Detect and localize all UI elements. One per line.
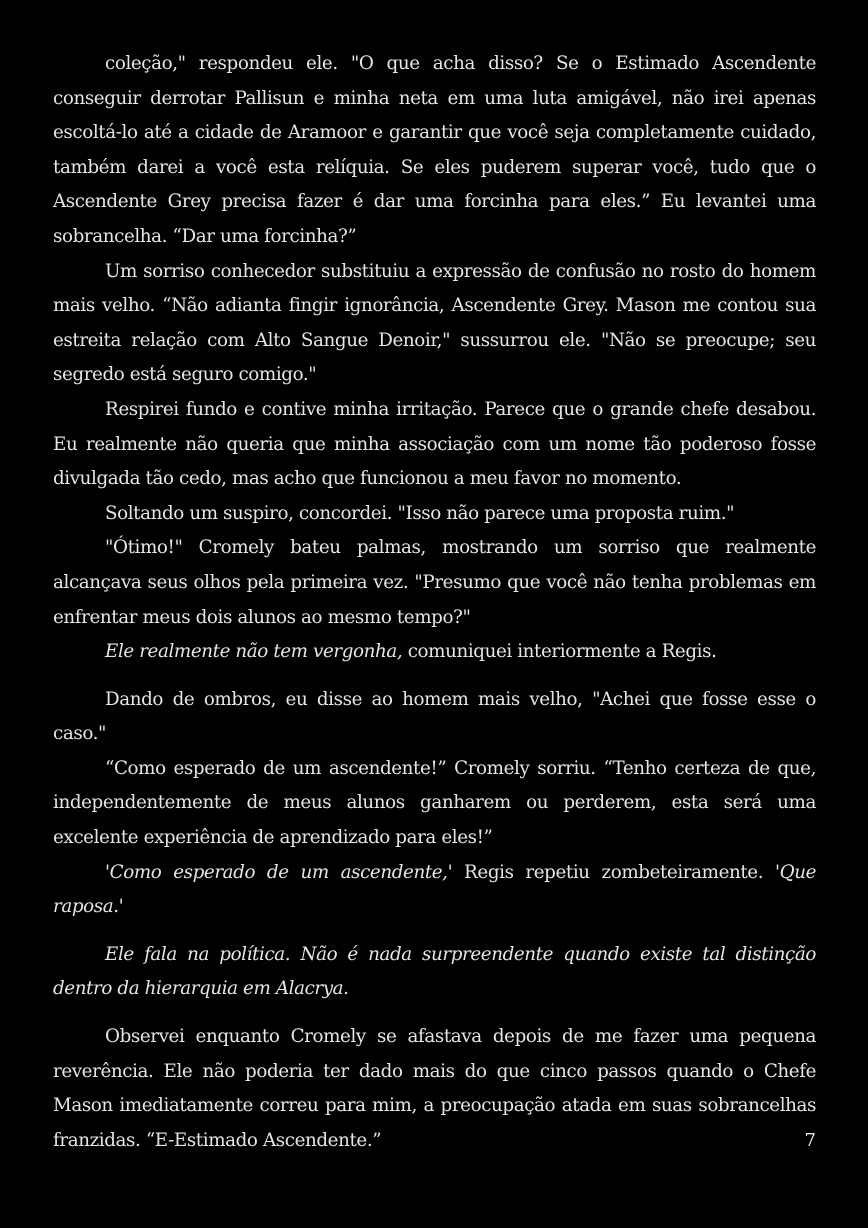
paragraph [53,47,816,255]
text-run: “Como esperado de um ascendente!” Cromely sorriu. “Tenho certeza de que, independentemente de meus alunos ganharem ou perderem, esta será uma excelente experiência de aprendizado para eles!” [53,757,816,849]
text-run: Soltando um suspiro, concordei. "Isso não parece uma proposta ruim." [105,502,735,524]
italic-text: 'Como esperado de um ascendente,' [105,861,453,883]
paragraph [53,938,816,1007]
paragraph [53,393,816,497]
text-run: "Ótimo!" Cromely bateu palmas, mostrando um sorriso que realmente alcançava seus olhos pela primeira vez. "Presumo que você não tenha problemas em enfrentar meus dois alunos ao mesmo tempo?" [53,537,816,628]
text-run: Um sorriso conhecedor substituiu a expressão de confusão no rosto do homem mais velho. “Não adianta fingir ignorância, Ascendente Grey. Mason me contou sua estreita relação com Alto Sangue Denoir," sussurrou ele. "Não se preocupe; seu segredo está seguro comigo." [53,260,816,386]
text-run: coleção," respondeu ele. "O que acha disso? Se o Estimado Ascendente conseguir derrotar Pallisun e minha neta em uma luta amigável, não irei apenas escoltá-lo até a cidade de Aramoor e garantir que você seja completamente cuidado, também darei a você esta relíquia. Se eles puderem superar você, tudo que o Ascendente Grey precisa fazer é dar uma forcinha para eles.” Eu levantei uma sobrancelha. “Dar uma forcinha?” [53,53,816,247]
paragraph [53,856,816,925]
text-run: Regis repetiu zombeteiramente. [452,861,775,883]
page-number: 7 [804,1130,816,1151]
paragraph [53,531,816,635]
paragraph [53,255,816,393]
paragraph [53,497,816,532]
italic-text: 'Que raposa.' [53,861,816,918]
text-run: Respirei fundo e contive minha irritação. Parece que o grande chefe desabou. Eu realmente não queria que minha associação com um nome tão poderoso fosse divulgada tão cedo, mas acho que funcionou a meu favor no momento. [53,398,816,490]
paragraph [53,1020,816,1158]
italic-text: Ele realmente não tem vergonha, [105,641,403,663]
paragraph [53,683,816,752]
text-run: Observei enquanto Cromely se afastava depois de me fazer uma pequena reverência. Ele não poderia ter dado mais do que cinco passos quando o Chefe Mason imediatamente correu para mim, a preocupação atada em suas sobrancelhas franzidas. “E-Estimado Ascendente.” [53,1026,816,1151]
body-text [53,47,816,1158]
paragraph [53,752,816,856]
text-run: comuniquei interiormente a Regis. [402,641,717,663]
italic-text: Ele fala na política. Não é nada surpreendente quando existe tal distinção dentro da hierarquia em Alacrya. [53,943,816,1000]
paragraph [53,635,816,670]
text-run: Dando de ombros, eu disse ao homem mais velho, "Achei que fosse esse o caso." [53,688,816,745]
